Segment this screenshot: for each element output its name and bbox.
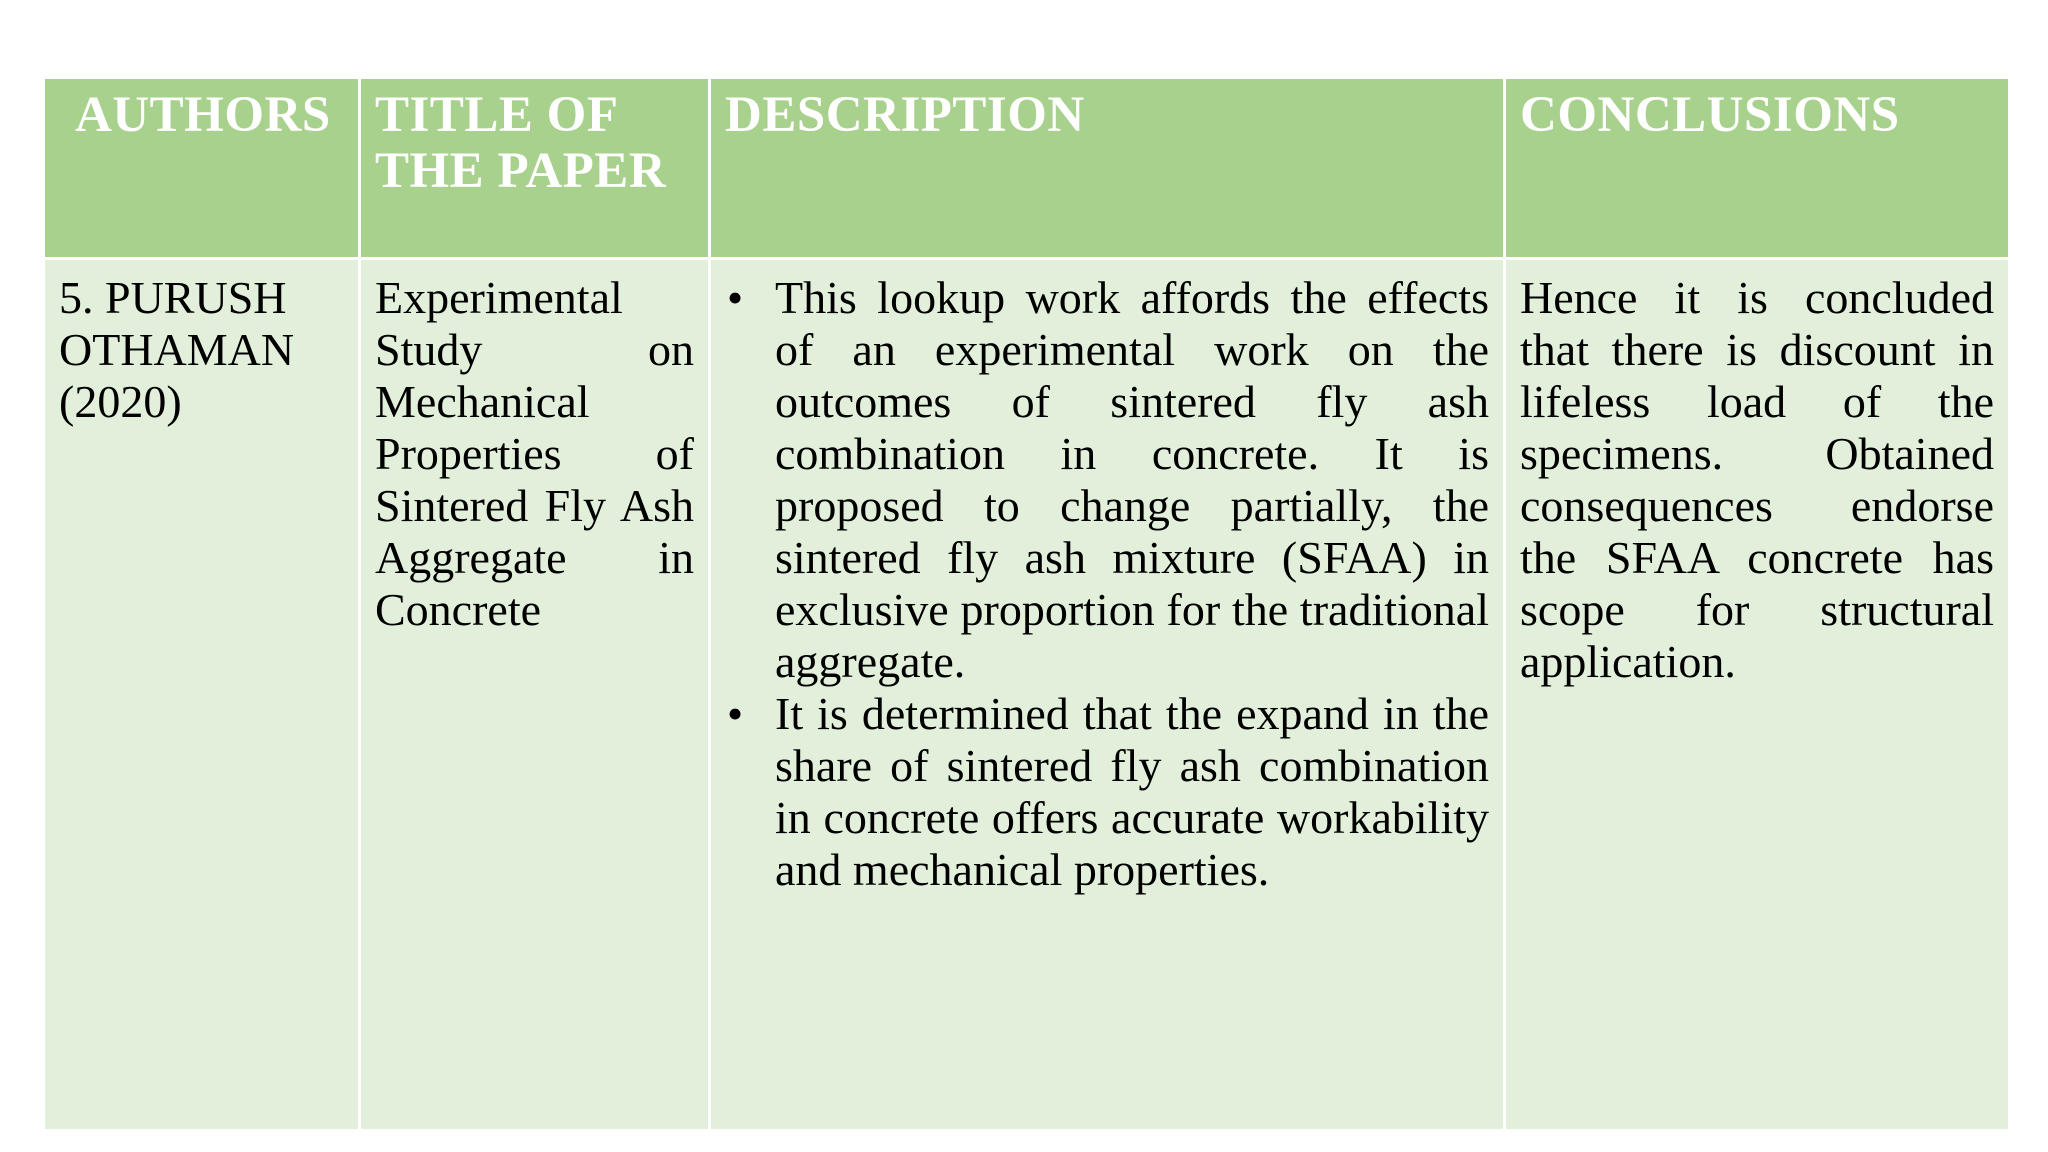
description-item-text: This lookup work affords the effects of an experimental work on the outcomes of sintered fly ash combination in concrete. It is proposed to change partially, the sintered fly ash mixture (SFAA) in exclusive proportion for the traditional aggregate.	[775, 272, 1489, 687]
table-body	[44, 259, 2010, 1131]
bullet-icon: •	[727, 688, 744, 739]
cell-description	[710, 259, 1505, 1131]
cell-title	[360, 259, 710, 1131]
table-row	[44, 259, 2010, 1131]
description-item	[725, 272, 1489, 688]
header-authors: AUTHORS	[44, 78, 360, 259]
header-title-of-paper: TITLE OF THE PAPER	[360, 78, 710, 259]
header-description: DESCRIPTION	[710, 78, 1505, 259]
description-item-text: It is determined that the expand in the share of sintered fly ash combination in concrete offers accurate workability and mechanical properties.	[775, 688, 1489, 895]
authors-text: 5. PURUSH OTHAMAN (2020)	[59, 272, 295, 427]
cell-conclusions	[1505, 259, 2010, 1131]
bullet-icon: •	[727, 272, 744, 323]
header-conclusions: CONCLUSIONS	[1505, 78, 2010, 259]
description-item	[725, 688, 1489, 896]
table-header	[44, 78, 2010, 259]
cell-authors	[44, 259, 360, 1131]
description-list	[725, 272, 1489, 896]
conclusions-text: Hence it is concluded that there is discount in lifeless load of the specimens. Obtained consequences endorse the SFAA concrete has scope for structural application.	[1520, 272, 1994, 687]
literature-review-table	[42, 76, 2011, 1132]
paper-title-text: Experimental Study on Mechanical Properties of Sintered Fly Ash Aggregate in Concrete	[375, 272, 694, 635]
header-row	[44, 78, 2010, 259]
